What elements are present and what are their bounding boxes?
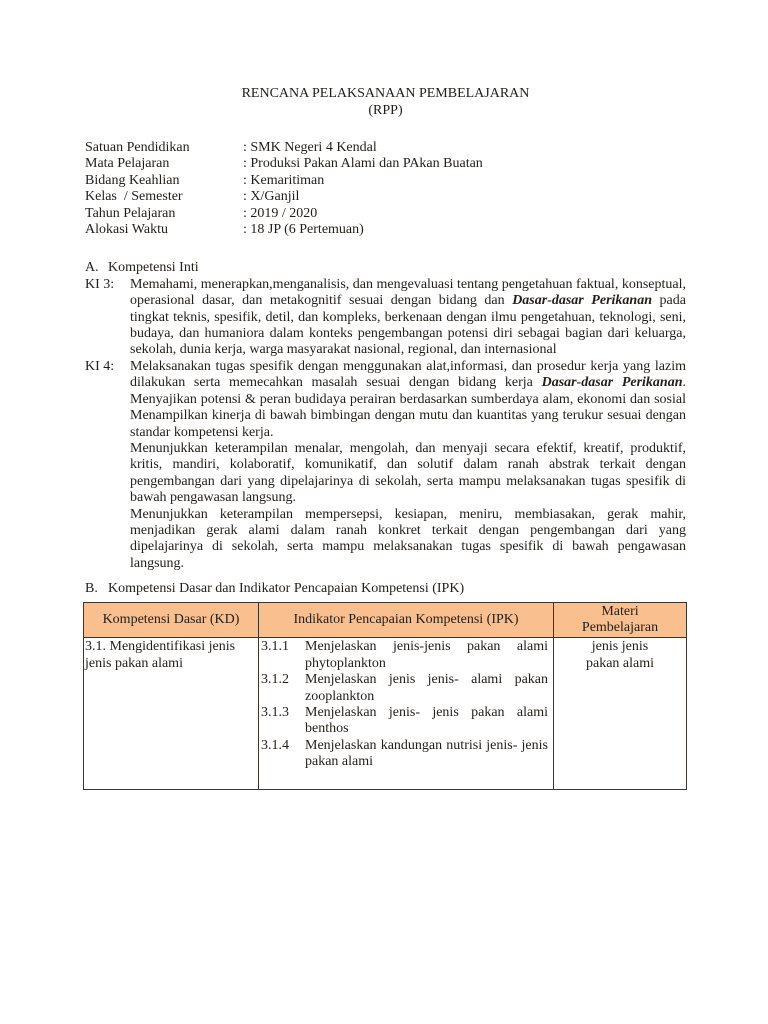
document-title-block: [85, 86, 686, 119]
document-meta: [85, 140, 686, 238]
ipk-item-text: Menjelaskan jenis-jenis pakan alami phytoplankton: [305, 639, 548, 671]
kd-cell: 3.1. Mengidentifikasi jenis jenis pakan alami: [84, 638, 259, 790]
ipk-item-text: Menjelaskan kandungan nutrisi jenis- jenis pakan alami: [305, 737, 548, 770]
section-b-heading: [85, 581, 686, 597]
section-b-title: Kompetensi Dasar dan Indikator Pencapaian Kompetensi (IPK): [108, 581, 465, 597]
ki4-paragraph-1: [130, 359, 686, 441]
meta-value: : 2019 / 2020: [243, 205, 318, 221]
ki4-paragraph-2: Menunjukkan keterampilan menalar, mengolah, dan menyaji secara efektif, kreatif, produktif, kritis, mandiri, kolaboratif, komunikatif, dan solutif dalam ranah abstrak terkait dengan pengembangan dari yang dipelajarinya di sekolah, serta mampu melaksanakan tugas spesifik di bawah pengawasan langsung.: [130, 440, 686, 506]
meta-row-kelas-semester: [85, 189, 686, 205]
ipk-item-text: Menjelaskan jenis jenis- alami pakan zooplankton: [305, 672, 548, 704]
ki4-paragraph-3: Menunjukkan keterampilan mempersepsi, kesiapan, meniru, membiasakan, gerak mahir, menjadikan gerak alami dalam ranah konkret terkait dengan pengembangan dari yang dipelajarinya di sekolah, serta mampu melaksanakan tugas spesifik di bawah pengawasan langsung.: [130, 506, 686, 571]
table-header-kd: Kompetensi Dasar (KD): [84, 602, 259, 638]
ipk-item-4: [261, 738, 548, 771]
meta-value: : Kemaritiman: [243, 172, 325, 188]
meta-label: Tahun Pelajaran: [85, 205, 176, 221]
meta-label: Alokasi Waktu: [85, 222, 168, 238]
ki4-block: [85, 359, 686, 572]
ipk-cell: [259, 638, 554, 790]
meta-row-tahun-pelajaran: [85, 206, 686, 222]
meta-label: Mata Pelajaran: [85, 156, 170, 172]
table-header-materi: Materi Pembelajaran: [554, 602, 687, 638]
section-a-title: Kompetensi Inti: [108, 260, 199, 276]
ki3-text-before: Memahami, menerapkan,menganalisis, dan mengevaluasi tentang pengetahuan faktual, konseptual, operasional dasar, dan metakognitif sesuai dengan bidang dan: [130, 276, 686, 309]
kd-ipk-table: [83, 602, 687, 791]
table-header-ipk: Indikator Pencapaian Kompetensi (IPK): [259, 602, 554, 638]
meta-value: : SMK Negeri 4 Kendal: [243, 140, 377, 155]
ki4-p1-before: Melaksanakan tugas spesifik dengan menggunakan alat,informasi, dan prosedur kerja yang lazim dilakukan serta memecahkan masalah sesuai dengan bidang kerja: [130, 358, 686, 391]
meta-value: : Produksi Pakan Alami dan PAkan Buatan: [243, 156, 483, 172]
ipk-item-2: [261, 672, 548, 705]
ipk-item-number: 3.1.2: [261, 672, 289, 688]
table-row: [84, 638, 687, 790]
document-title: RENCANA PELAKSANAAN PEMBELAJARAN: [241, 86, 530, 101]
table-header-row: [84, 602, 687, 638]
section-a-number: A.: [85, 260, 99, 276]
meta-row-alokasi-waktu: [85, 222, 686, 238]
ipk-item-number: 3.1.1: [261, 639, 289, 655]
ki3-paragraph: [130, 277, 686, 359]
ki4-p1-emphasis: Dasar-dasar Perikanan: [541, 375, 683, 391]
materi-cell: [554, 638, 687, 790]
document-subtitle: (RPP): [368, 102, 403, 118]
section-a-heading: [85, 260, 686, 276]
ki3-text-after: pada tingkat teknis, spesifik, detil, dan kompleks, berkenaan dengan ilmu pengetahuan, teknologi, seni, budaya, dan humaniora dalam konteks pengembangan potensi diri sebagai bagian dari keluarga, sekolah, dunia kerja, warga masyarakat nasional, regional, dan internasional: [130, 293, 686, 358]
ki4-p1-after: . Menyajikan potensi & peran budidaya perairan berdasarkan sumberdaya alam, ekonomi dan sosial Menampilkan kinerja di bawah bimbingan dengan mutu dan kuantitas yang terukur sesuai dengan standar kompetensi kerja.: [130, 375, 687, 440]
meta-value: : X/Ganjil: [243, 189, 300, 205]
ipk-item-text: Menjelaskan jenis- jenis pakan alami benthos: [305, 705, 548, 737]
meta-label: Satuan Pendidikan: [85, 140, 190, 155]
meta-row-satuan-pendidikan: [85, 140, 686, 156]
meta-row-bidang-keahlian: [85, 173, 686, 189]
section-b-number: B.: [85, 581, 98, 597]
meta-row-mata-pelajaran: [85, 156, 686, 172]
ipk-item-number: 3.1.3: [261, 705, 289, 720]
ki3-body: [130, 277, 686, 359]
meta-label: Bidang Keahlian: [85, 172, 180, 188]
ki3-text-emphasis: Dasar-dasar Perikanan: [512, 293, 652, 309]
ki4-label: KI 4:: [85, 358, 115, 374]
ipk-item-number: 3.1.4: [261, 737, 289, 753]
meta-value: : 18 JP (6 Pertemuan): [243, 222, 364, 238]
ki3-label: KI 3:: [85, 276, 115, 292]
ki4-body: [130, 359, 686, 572]
meta-label: Kelas / Semester: [85, 189, 183, 205]
materi-line-2: pakan alami: [585, 655, 655, 671]
ipk-item-3: [261, 705, 548, 738]
materi-line-1: jenis jenis: [591, 639, 649, 655]
ki3-block: [85, 277, 686, 359]
ipk-item-1: [261, 639, 548, 672]
